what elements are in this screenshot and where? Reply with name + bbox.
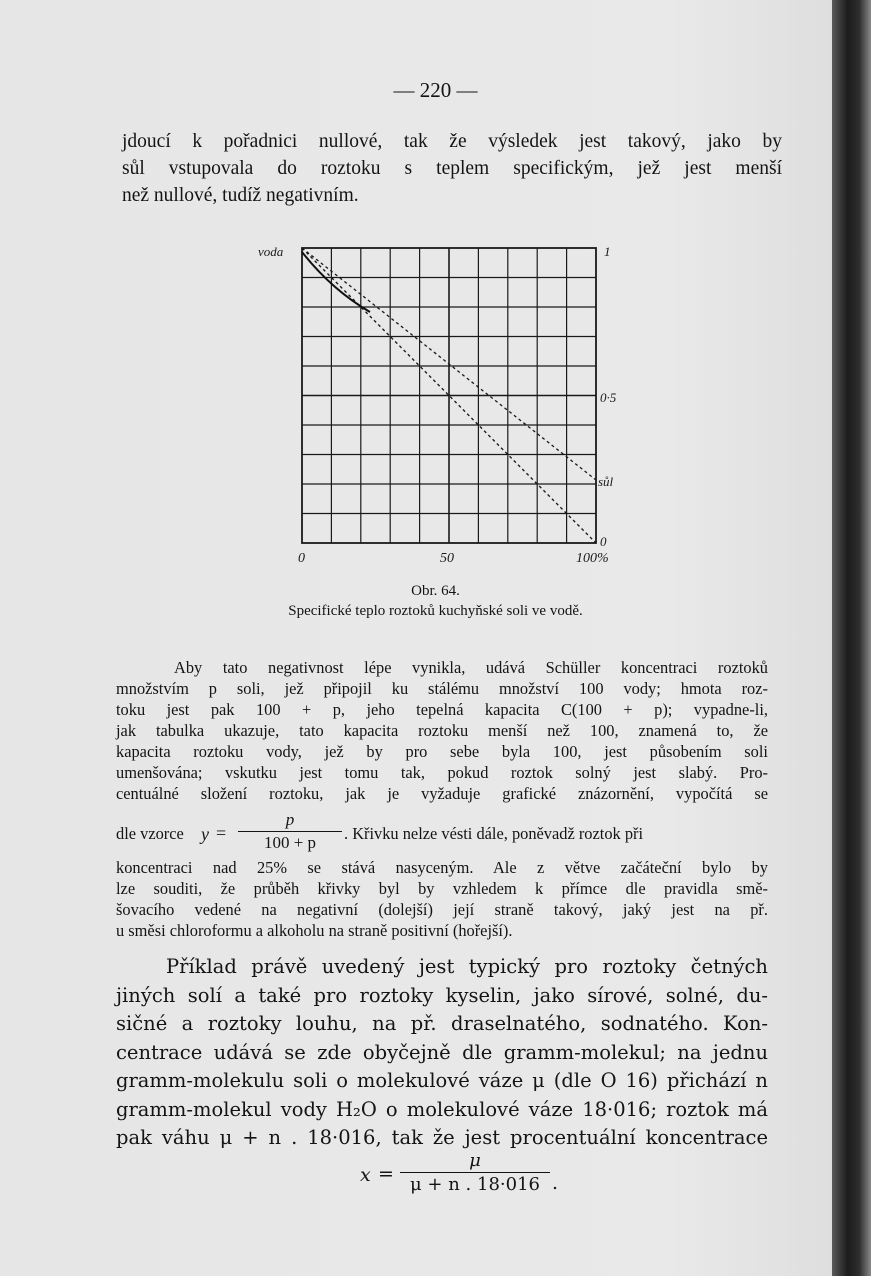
figure-svg: [258, 240, 630, 575]
text-line: centuálné složení roztoku, jak je vyžaduje grafické znázornění, vypočítá se: [116, 784, 768, 803]
formula-fraction: [238, 810, 342, 853]
formula-end: .: [552, 1172, 559, 1194]
text-line: šovacího vedené na negativní (dolejší) její straně takový, jaký jest na př.: [116, 900, 768, 919]
figure-number: Obr. 64.: [411, 583, 460, 599]
text-line: pak váhu μ + n . 18·016, tak že jest procentuální koncentrace: [116, 1126, 768, 1149]
page-edge-shadow: [832, 0, 871, 1276]
formula-suffix: . Křivku nelze vésti dále, poněvadž roztok při: [344, 824, 644, 843]
text-line: lze souditi, že průběh křivky byl by vzhledem k přímce dle pravidla smě-: [116, 879, 768, 898]
formula-var-x: x: [360, 1164, 371, 1186]
figure-caption: Specifické teplo roztoků kuchyňské soli ve vodě.: [288, 603, 583, 619]
formula-eq: =: [378, 1163, 394, 1185]
label-voda: voda: [258, 244, 284, 259]
label-sul: sůl: [598, 474, 614, 489]
fraction-numerator: p: [238, 810, 342, 832]
text-line: centrace udává se zde obyčejně dle gramm-molekul; na jednu: [116, 1040, 768, 1064]
fraction-numerator: μ: [400, 1150, 550, 1173]
label-one: 1: [604, 244, 611, 259]
fraction-denominator: 100 + p: [263, 833, 317, 852]
main-paragraph: [116, 953, 768, 1153]
x-tick-0: 0: [298, 551, 305, 566]
text-line: gramm-molekul vody H₂O o molekulové váze 18·016; roztok má: [116, 1097, 768, 1121]
figure-64: [258, 240, 630, 579]
label-zero-right: 0: [600, 534, 607, 549]
text-line: u směsi chloroformu a alkoholu na straně positivní (hořejší).: [116, 921, 513, 940]
fraction-denominator: μ + n . 18·016: [410, 1174, 540, 1195]
text-line: koncentraci nad 25% se stává nasyceným. Ale z větve začáteční bylo by: [116, 858, 768, 877]
formula-prefix: dle vzorce: [116, 824, 184, 843]
text-line: kapacita roztoku vody, jež by pro sebe byla 100, jest působením soli: [116, 742, 768, 761]
x-tick-50: 50: [440, 551, 454, 566]
text-line: množstvím p soli, jež připojil ku stálému množství 100 vody; hmota roz-: [116, 679, 768, 698]
page-number: — 220 —: [393, 78, 478, 102]
text-line: umenšována; vskutku jest tomu tak, pokud roztok solný jest slabý. Pro-: [116, 763, 768, 782]
label-half: 0·5: [600, 390, 617, 405]
text-line: toku jest pak 100 + p, jeho tepelná kapacita C(100 + p); vypadne-li,: [116, 700, 768, 719]
text-line: sůl vstupovala do roztoku s teplem specifickým, jež jest menší: [122, 158, 782, 179]
text-line: jak tabulka ukazuje, tato kapacita roztoku menší než 100, znamená to, že: [116, 721, 768, 740]
text-line: Příklad právě uvedený jest typický pro roztoky četných: [166, 955, 768, 978]
text-line: jiných solí a také pro roztoky kyselin, jako sírové, solné, du-: [116, 983, 768, 1007]
x-tick-100: 100%: [576, 551, 609, 566]
text-line: jdoucí k pořadnici nullové, tak že výsledek jest takový, jako by: [122, 131, 782, 152]
text-line: Aby tato negativnost lépe vynikla, udává Schüller koncentraci roztoků: [174, 658, 768, 677]
text-line: gramm-molekulu soli o molekulové váze μ (dle O 16) přichází n: [116, 1069, 768, 1092]
small-paragraph-2: [116, 857, 768, 941]
intro-paragraph: [122, 128, 782, 209]
text-line: než nullové, tudíž negativním.: [122, 185, 359, 206]
formula-var-y: y: [201, 824, 209, 844]
formula-x: [360, 1150, 580, 1200]
small-paragraph: [116, 657, 768, 804]
formula-eq: =: [216, 823, 227, 843]
formula-fraction: [400, 1150, 550, 1195]
text-line: sičné a roztoky louhu, na př. draselnatého, sodnatého. Kon-: [116, 1012, 768, 1035]
